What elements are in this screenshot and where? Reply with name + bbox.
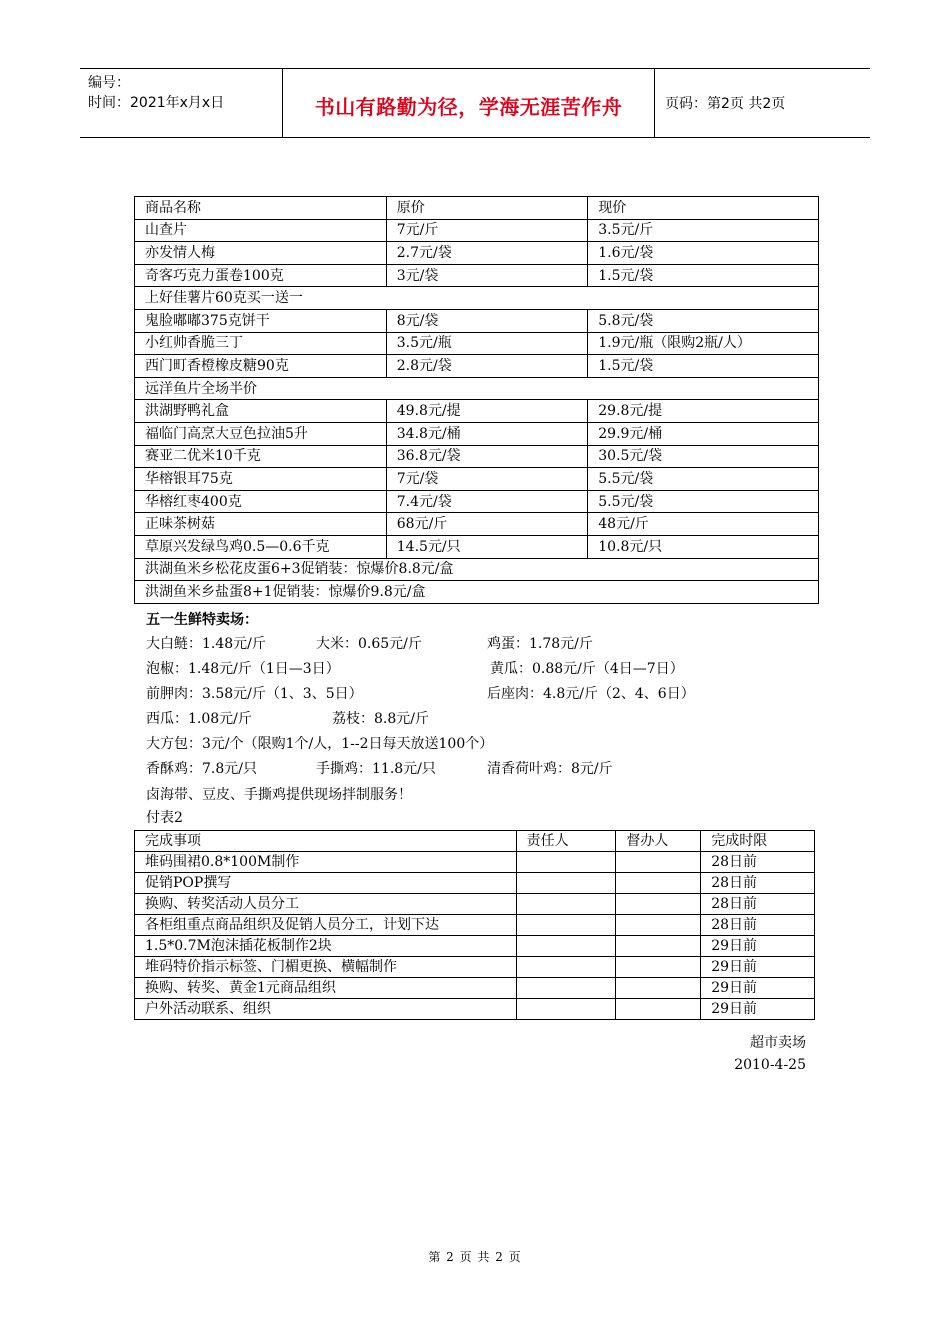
table-cell: 36.8元/袋	[386, 445, 587, 468]
table-cell: 换购、转奖、黄金1元商品组织	[135, 978, 517, 999]
table-row	[135, 287, 819, 310]
table-cell: 49.8元/提	[386, 400, 587, 423]
column-header: 商品名称	[135, 197, 387, 220]
column-header: 现价	[588, 197, 819, 220]
table-cell: 堆码特价指示标签、门楣更换、横幅制作	[135, 957, 517, 978]
table-row	[135, 957, 815, 978]
table-cell: 29日前	[701, 999, 815, 1020]
table-cell: 赛亚二优米10千克	[135, 445, 387, 468]
table-cell: 68元/斤	[386, 513, 587, 536]
table-cell: 8元/袋	[386, 309, 587, 332]
table-cell: 28日前	[701, 894, 815, 915]
table-row	[135, 581, 819, 604]
column-header: 原价	[386, 197, 587, 220]
table-cell	[516, 915, 616, 936]
column-header: 责任人	[516, 831, 616, 852]
table-header-row	[135, 197, 819, 220]
fresh-item: 大方包：3元/个（限购1个/人，1--2日每天放送100个）	[146, 736, 494, 752]
fresh-item: 手撕鸡：11.8元/只	[316, 761, 436, 777]
number-label: 编号：	[88, 75, 130, 91]
table-cell: 各柜组重点商品组织及促销人员分工，计划下达	[135, 915, 517, 936]
table-row	[135, 219, 819, 242]
table-cell: 华榕红枣400克	[135, 490, 387, 513]
column-header: 完成时限	[701, 831, 815, 852]
table-cell	[616, 978, 701, 999]
table-row	[135, 309, 819, 332]
appendix-title: 付表2	[146, 810, 183, 826]
table-cell: 1.5元/袋	[588, 355, 819, 378]
table-cell	[516, 852, 616, 873]
table-cell: 福临门高烹大豆色拉油5升	[135, 422, 387, 445]
table-row	[135, 445, 819, 468]
page-header	[80, 68, 870, 138]
column-header: 完成事项	[135, 831, 517, 852]
table-row	[135, 894, 815, 915]
table-cell	[516, 999, 616, 1020]
table-header-row	[135, 831, 815, 852]
fresh-item: 泡椒：1.48元/斤（1日—3日）	[146, 661, 340, 677]
signature-org: 超市卖场	[750, 1035, 806, 1051]
table-cell: 29日前	[701, 936, 815, 957]
table-cell: 草原兴发绿鸟鸡0.5—0.6千克	[135, 535, 387, 558]
table-cell	[616, 999, 701, 1020]
table-cell: 换购、转奖活动人员分工	[135, 894, 517, 915]
table-cell: 7元/斤	[386, 219, 587, 242]
table-cell	[616, 936, 701, 957]
table-cell: 亦发情人梅	[135, 242, 387, 265]
table-row	[135, 400, 819, 423]
time-label: 时间：2021年x月x日	[88, 95, 225, 111]
table-cell: 2.8元/袋	[386, 355, 587, 378]
table-cell: 28日前	[701, 852, 815, 873]
table-cell: 1.5元/袋	[588, 264, 819, 287]
fresh-item: 香酥鸡：7.8元/只	[146, 761, 257, 777]
task-table	[134, 830, 815, 1020]
fresh-item: 西瓜：1.08元/斤	[146, 711, 252, 727]
table-cell: 5.5元/袋	[588, 490, 819, 513]
table-row	[135, 355, 819, 378]
table-cell	[616, 852, 701, 873]
table-row	[135, 377, 819, 400]
table-row	[135, 422, 819, 445]
price-table	[134, 196, 819, 604]
table-cell: 户外活动联系、组织	[135, 999, 517, 1020]
table-cell	[616, 957, 701, 978]
table-cell: 上好佳薯片60克买一送一	[135, 287, 819, 310]
fresh-section-title: 五一生鲜特卖场：	[146, 612, 258, 628]
table-cell: 洪湖鱼米乡松花皮蛋6+3促销装：惊爆价8.8元/盒	[135, 558, 819, 581]
table-cell: 3.5元/瓶	[386, 332, 587, 355]
table-cell: 鬼脸嘟嘟375克饼干	[135, 309, 387, 332]
table-cell	[616, 894, 701, 915]
table-cell: 1.6元/袋	[588, 242, 819, 265]
table-row	[135, 490, 819, 513]
column-header: 督办人	[616, 831, 701, 852]
table-row	[135, 468, 819, 491]
table-cell: 3.5元/斤	[588, 219, 819, 242]
table-cell: 5.5元/袋	[588, 468, 819, 491]
table-row	[135, 915, 815, 936]
table-row	[135, 558, 819, 581]
table-cell: 正味茶树菇	[135, 513, 387, 536]
header-divider	[654, 69, 655, 137]
table-cell: 7.4元/袋	[386, 490, 587, 513]
fresh-item: 大米：0.65元/斤	[316, 636, 422, 652]
table-cell: 1.9元/瓶（限购2瓶/人）	[588, 332, 819, 355]
table-cell	[516, 894, 616, 915]
table-cell	[516, 873, 616, 894]
table-cell: 5.8元/袋	[588, 309, 819, 332]
table-cell: 3元/袋	[386, 264, 587, 287]
table-cell: 洪湖野鸭礼盒	[135, 400, 387, 423]
table-row	[135, 242, 819, 265]
table-cell: 小红帅香脆三丁	[135, 332, 387, 355]
table-row	[135, 852, 815, 873]
table-cell: 堆码围裙0.8*100M制作	[135, 852, 517, 873]
fresh-note: 卤海带、豆皮、手撕鸡提供现场拌制服务！	[146, 787, 412, 803]
table-cell: 29.8元/提	[588, 400, 819, 423]
fresh-item: 大白鲢：1.48元/斤	[146, 636, 266, 652]
header-meta	[88, 73, 224, 113]
fresh-item: 前胛肉：3.58元/斤（1、3、5日）	[146, 686, 363, 702]
table-cell: 34.8元/桶	[386, 422, 587, 445]
fresh-item: 后座肉：4.8元/斤（2、4、6日）	[487, 686, 695, 702]
table-row	[135, 535, 819, 558]
table-cell: 14.5元/只	[386, 535, 587, 558]
table-row	[135, 513, 819, 536]
table-cell	[516, 936, 616, 957]
table-cell: 29日前	[701, 957, 815, 978]
table-cell: 29.9元/桶	[588, 422, 819, 445]
table-row	[135, 978, 815, 999]
table-cell: 华榕银耳75克	[135, 468, 387, 491]
fresh-item: 鸡蛋：1.78元/斤	[487, 636, 593, 652]
fresh-item: 荔枝：8.8元/斤	[332, 711, 429, 727]
table-cell: 48元/斤	[588, 513, 819, 536]
table-cell: 远洋鱼片全场半价	[135, 377, 819, 400]
table-row	[135, 873, 815, 894]
header-motto: 书山有路勤为径，学海无涯苦作舟	[314, 95, 623, 119]
table-cell: 促销POP撰写	[135, 873, 517, 894]
page-footer: 第 2 页 共 2 页	[428, 1250, 522, 1264]
table-cell	[516, 957, 616, 978]
fresh-item: 黄瓜：0.88元/斤（4日—7日）	[490, 661, 684, 677]
table-cell: 28日前	[701, 873, 815, 894]
table-cell: 30.5元/袋	[588, 445, 819, 468]
signature-date: 2010-4-25	[734, 1057, 806, 1073]
table-row	[135, 332, 819, 355]
table-row	[135, 936, 815, 957]
table-cell	[616, 915, 701, 936]
table-cell: 洪湖鱼米乡盐蛋8+1促销装：惊爆价9.8元/盒	[135, 581, 819, 604]
table-cell: 西门町香橙橡皮糖90克	[135, 355, 387, 378]
table-cell	[516, 978, 616, 999]
table-cell: 29日前	[701, 978, 815, 999]
header-page-info: 页码：第2页 共2页	[665, 96, 786, 112]
table-row	[135, 999, 815, 1020]
fresh-item: 清香荷叶鸡：8元/斤	[487, 761, 613, 777]
table-cell: 山查片	[135, 219, 387, 242]
table-cell: 10.8元/只	[588, 535, 819, 558]
table-cell: 28日前	[701, 915, 815, 936]
table-cell: 1.5*0.7M泡沫插花板制作2块	[135, 936, 517, 957]
table-cell: 7元/袋	[386, 468, 587, 491]
table-row	[135, 264, 819, 287]
table-cell: 奇客巧克力蛋卷100克	[135, 264, 387, 287]
table-cell	[616, 873, 701, 894]
table-cell: 2.7元/袋	[386, 242, 587, 265]
